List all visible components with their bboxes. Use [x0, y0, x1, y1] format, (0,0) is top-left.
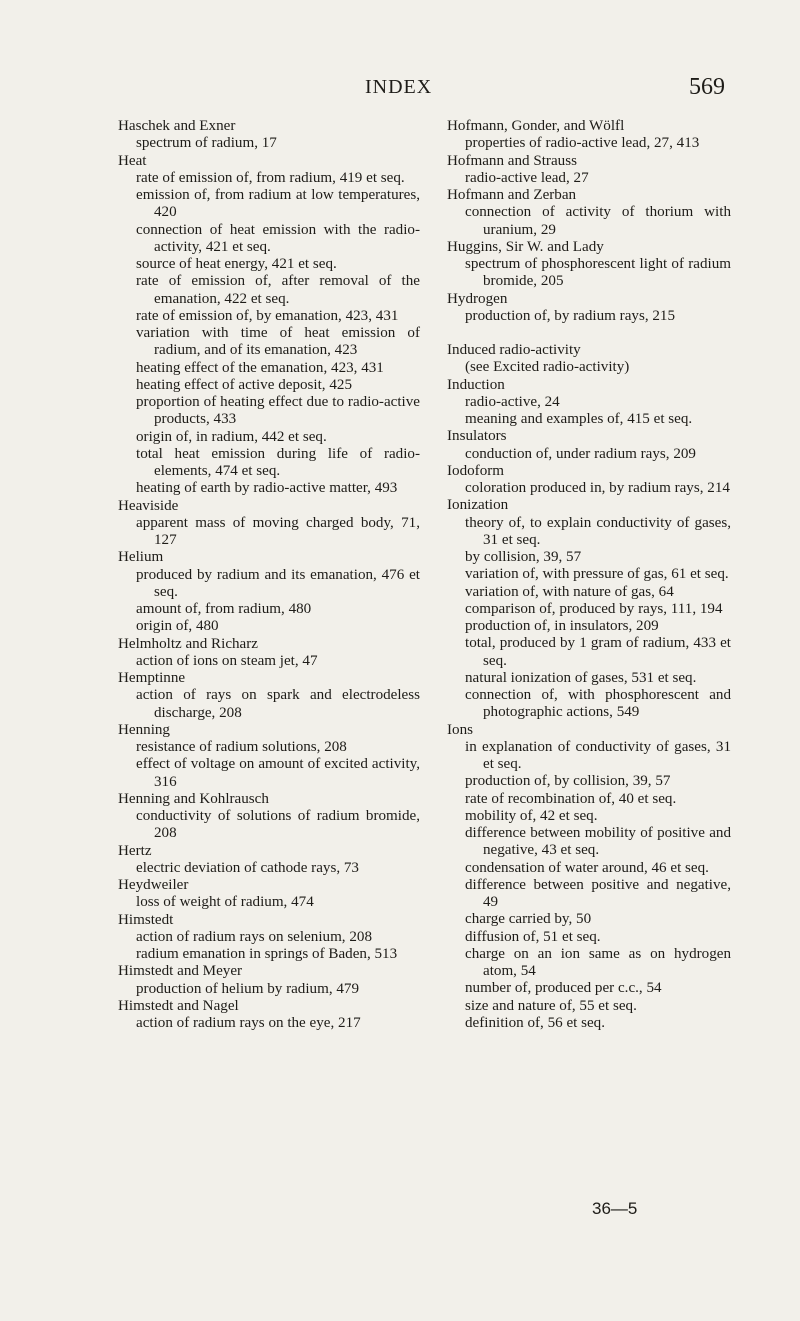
- index-column-right: [447, 118, 731, 1032]
- index-subentry: spectrum of phosphorescent light of radium bromide, 205: [465, 256, 731, 290]
- index-entry: [447, 463, 731, 498]
- index-subentry: action of radium rays on the eye, 217: [136, 1015, 361, 1031]
- index-subentry: comparison of, produced by rays, 111, 194: [465, 600, 723, 617]
- index-entry: [447, 342, 731, 377]
- index-subentry: connection of, with phosphorescent and photographic actions, 549: [465, 687, 731, 721]
- index-entry: [118, 670, 420, 722]
- index-term: Hydrogen: [447, 290, 508, 307]
- index-entry: [447, 187, 731, 239]
- index-term: Ionization: [447, 497, 509, 514]
- index-entry: [118, 722, 420, 791]
- index-subentry: size and nature of, 55 et seq.: [465, 997, 637, 1014]
- index-subentry: apparent mass of moving charged body, 71, 127: [136, 514, 420, 548]
- index-subentry: rate of recombination of, 40 et seq.: [465, 790, 677, 807]
- index-term: Hofmann and Zerban: [447, 187, 577, 203]
- index-entry: [118, 912, 420, 964]
- index-term: Heydweiler: [118, 877, 189, 893]
- index-subentry: amount of, from radium, 480: [136, 601, 312, 617]
- index-subentry: connection of activity of thorium with uranium, 29: [465, 204, 731, 238]
- index-subentry: variation of, with nature of gas, 64: [465, 583, 674, 600]
- index-subentry: radio-active lead, 27: [465, 169, 589, 186]
- index-subentry: heating effect of the emanation, 423, 431: [136, 359, 384, 376]
- index-term: Heaviside: [118, 497, 179, 514]
- page-header: [0, 76, 800, 106]
- index-subentry: origin of, 480: [136, 618, 219, 635]
- index-term: Hofmann, Gonder, and Wölfl: [447, 118, 625, 134]
- index-term: Himstedt and Nagel: [118, 997, 239, 1014]
- index-subentry: heating effect of active deposit, 425: [136, 376, 352, 393]
- index-subentry: electric deviation of cathode rays, 73: [136, 859, 359, 876]
- entry-spacer: [447, 325, 731, 342]
- index-term: Insulators: [447, 428, 507, 445]
- index-subentry: spectrum of radium, 17: [136, 135, 277, 152]
- index-subentry: connection of heat emission with the radio-activity, 421 et seq.: [136, 221, 420, 255]
- index-subentry: rate of emission of, by emanation, 423, 431: [136, 307, 399, 324]
- index-subentry: action of radium rays on selenium, 208: [136, 928, 372, 945]
- index-subentry: theory of, to explain conductivity of gases, 31 et seq.: [465, 514, 731, 548]
- index-subentry: produced by radium and its emanation, 476 et seq.: [136, 566, 420, 600]
- index-subentry: variation of, with pressure of gas, 61 et seq.: [465, 566, 729, 583]
- index-subentry: resistance of radium solutions, 208: [136, 739, 347, 755]
- index-entry: [118, 636, 420, 671]
- index-subentry: production of, by collision, 39, 57: [465, 773, 671, 790]
- page-number: 569: [689, 74, 725, 100]
- index-subentry: mobility of, 42 et seq.: [465, 807, 598, 824]
- index-subentry: properties of radio-active lead, 27, 413: [465, 135, 700, 152]
- index-subentry: total heat emission during life of radio-elements, 474 et seq.: [136, 445, 420, 479]
- printer-signature-mark: 36—5: [592, 1199, 638, 1218]
- index-term: Hofmann and Strauss: [447, 152, 577, 169]
- index-term: Haschek and Exner: [118, 118, 236, 134]
- index-subentry: production of, by radium rays, 215: [465, 307, 676, 324]
- index-term: Iodoform: [447, 462, 505, 479]
- index-subentry: difference between mobility of positive and negative, 43 et seq.: [465, 825, 731, 859]
- index-subentry: conduction of, under radium rays, 209: [465, 445, 696, 462]
- index-subentry: proportion of heating effect due to radio-active products, 433: [136, 394, 420, 428]
- index-entry: [447, 118, 731, 153]
- index-subentry: definition of, 56 et seq.: [465, 1014, 606, 1031]
- index-subentry: variation with time of heat emission of radium, and of its emanation, 423: [136, 325, 420, 359]
- index-subentry: action of ions on steam jet, 47: [136, 652, 318, 669]
- index-entry: [447, 153, 731, 188]
- index-column-left: [118, 118, 420, 1032]
- index-subentry: total, produced by 1 gram of radium, 433 et seq.: [465, 635, 731, 669]
- index-entry: [118, 843, 420, 878]
- index-subentry: radium emanation in springs of Baden, 513: [136, 946, 398, 962]
- index-subentry: rate of emission of, after removal of the emanation, 422 et seq.: [136, 273, 420, 307]
- index-subentry: natural ionization of gases, 531 et seq.: [465, 669, 697, 686]
- index-subentry: loss of weight of radium, 474: [136, 894, 314, 911]
- index-subentry: heating of earth by radio-active matter, 493: [136, 480, 398, 497]
- index-subentry: number of, produced per c.c., 54: [465, 980, 662, 997]
- index-subentry: coloration produced in, by radium rays, 214: [465, 480, 730, 496]
- index-entry: [447, 239, 731, 291]
- index-subentry: origin of, in radium, 442 et seq.: [136, 428, 327, 445]
- index-entry: [447, 428, 731, 463]
- index-entry: [118, 791, 420, 843]
- index-entry: [118, 498, 420, 550]
- index-subentry: source of heat energy, 421 et seq.: [136, 256, 337, 272]
- index-entry: [118, 118, 420, 153]
- index-term: Induced radio-activity: [447, 342, 581, 358]
- index-term: Hemptinne: [118, 670, 186, 686]
- index-entry: [118, 963, 420, 998]
- index-entry: [118, 153, 420, 498]
- index-subentry: in explanation of conductivity of gases, 31 et seq.: [465, 738, 731, 772]
- index-term: Heat: [118, 152, 147, 169]
- index-subentry: rate of emission of, from radium, 419 et seq.: [136, 169, 405, 186]
- index-subentry: condensation of water around, 46 et seq.: [465, 859, 709, 876]
- index-term: Henning and Kohlrausch: [118, 790, 269, 807]
- index-subentry: meaning and examples of, 415 et seq.: [465, 411, 693, 427]
- index-subentry: difference between positive and negative, 49: [465, 876, 731, 910]
- index-term: Helium: [118, 549, 164, 566]
- index-subentry: effect of voltage on amount of excited activity, 316: [136, 756, 420, 790]
- index-entry: [447, 497, 731, 721]
- index-subentry: emission of, from radium at low temperatures, 420: [136, 187, 420, 221]
- page-title: INDEX: [365, 76, 433, 98]
- index-subentry: diffusion of, 51 et seq.: [465, 928, 601, 945]
- index-subentry: charge on an ion same as on hydrogen atom, 54: [465, 945, 731, 979]
- index-entry: [118, 998, 420, 1033]
- index-subentry: radio-active, 24: [465, 393, 560, 410]
- index-term: Ions: [447, 721, 473, 738]
- index-term: Induction: [447, 376, 505, 393]
- index-term: Helmholtz and Richarz: [118, 635, 258, 652]
- index-entry: [118, 877, 420, 912]
- index-subentry: conductivity of solutions of radium bromide, 208: [136, 808, 420, 842]
- index-term: Hertz: [118, 842, 152, 859]
- index-entry: [447, 291, 731, 326]
- index-subentry: action of rays on spark and electrodeless discharge, 208: [136, 687, 420, 721]
- index-subentry: production of, in insulators, 209: [465, 618, 659, 634]
- index-term: Henning: [118, 721, 170, 738]
- index-term: Himstedt: [118, 911, 174, 928]
- index-subentry: charge carried by, 50: [465, 911, 592, 928]
- index-term: Himstedt and Meyer: [118, 963, 243, 980]
- index-entry: [447, 377, 731, 429]
- index-entry: [447, 722, 731, 1033]
- index-subentry: (see Excited radio-activity): [465, 359, 630, 376]
- index-entry: [118, 549, 420, 635]
- index-term: Huggins, Sir W. and Lady: [447, 238, 604, 255]
- index-subentry: by collision, 39, 57: [465, 549, 582, 565]
- index-subentry: production of helium by radium, 479: [136, 980, 360, 997]
